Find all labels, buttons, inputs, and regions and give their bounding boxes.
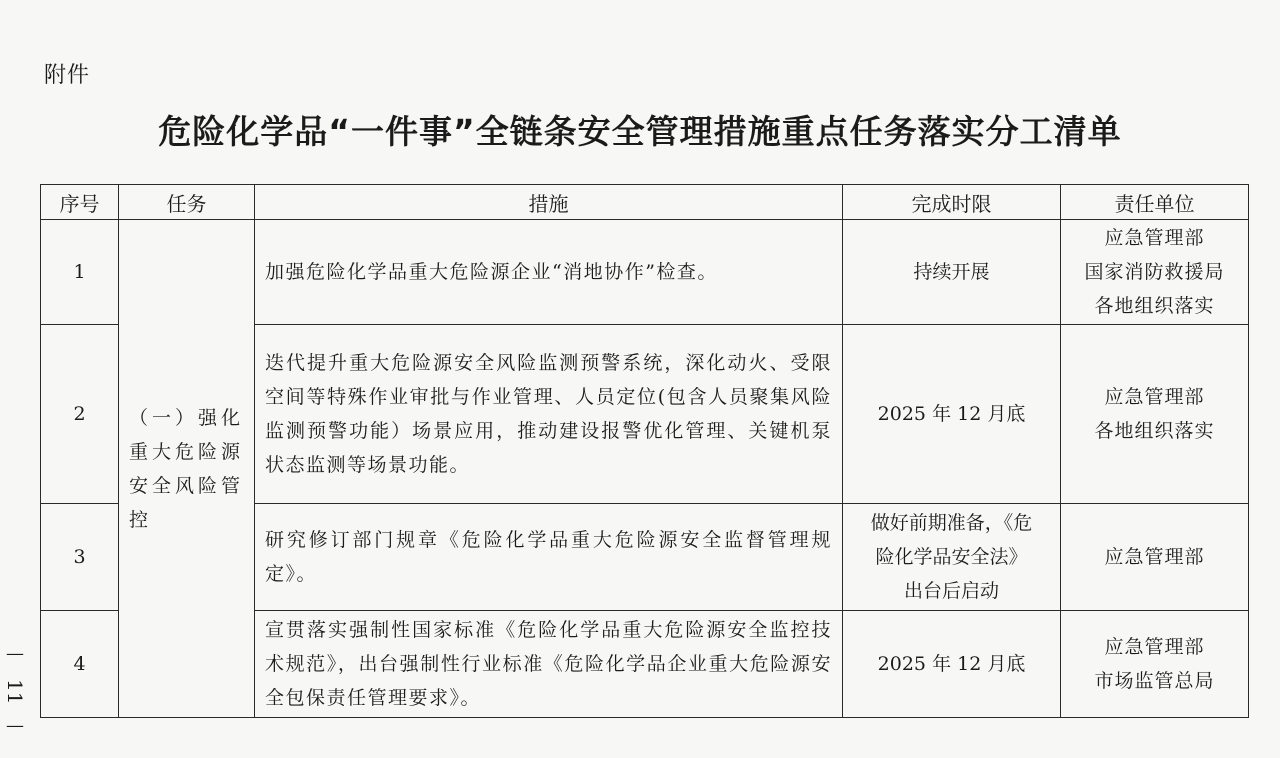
deadline-line: 做好前期准备，《危 (870, 512, 1033, 534)
unit-line: 各地组织落实 (1094, 420, 1215, 442)
page-number-dash: — (6, 715, 24, 736)
page-number (4, 640, 26, 740)
deadline-cell (843, 504, 1061, 611)
unit-line: 应急管理部 (1104, 386, 1205, 408)
deadline-cell: 持续开展 (843, 220, 1061, 325)
column-header-task: 任务 (119, 185, 255, 220)
deadline-cell: 2025 年 12 月底 (843, 325, 1061, 504)
row-number: 1 (41, 220, 119, 325)
page-title: 危险化学品“一件事”全链条安全管理措施重点任务落实分工清单 (158, 112, 1122, 151)
page-number-dash: — (6, 643, 24, 664)
unit-cell (1061, 504, 1249, 611)
measure-cell: 研究修订部门规章《危险化学品重大危险源安全监督管理规定》。 (255, 504, 843, 611)
deadline-line: 险化学品安全法》 (875, 546, 1028, 568)
page-number-value: 11 (3, 679, 27, 705)
task-cell: （一）强化重大危险源安全风险管控 (119, 220, 255, 718)
column-header-deadline: 完成时限 (843, 185, 1061, 220)
unit-line: 应急管理部 (1104, 546, 1205, 568)
row-number: 2 (41, 325, 119, 504)
table-header-row (41, 185, 1249, 220)
deadline-line: 出台后启动 (903, 580, 999, 602)
unit-cell (1061, 611, 1249, 718)
unit-line: 市场监管总局 (1094, 670, 1215, 692)
task-table (40, 184, 1249, 718)
unit-line: 应急管理部 (1104, 636, 1205, 658)
unit-line: 应急管理部 (1104, 227, 1205, 249)
column-header-number: 序号 (41, 185, 119, 220)
table-row (41, 220, 1249, 325)
deadline-cell: 2025 年 12 月底 (843, 611, 1061, 718)
measure-cell: 宣贯落实强制性国家标准《危险化学品重大危险源安全监控技术规范》，出台强制性行业标准《危险化学品企业重大危险源安全包保责任管理要求》。 (255, 611, 843, 718)
row-number: 4 (41, 611, 119, 718)
measure-cell: 迭代提升重大危险源安全风险监测预警系统，深化动火、受限空间等特殊作业审批与作业管理、人员定位(包含人员聚集风险监测预警功能）场景应用，推动建设报警优化管理、关键机泵状态监测等场景功能。 (255, 325, 843, 504)
row-number: 3 (41, 504, 119, 611)
unit-cell (1061, 325, 1249, 504)
attachment-label: 附件 (44, 63, 91, 88)
column-header-unit: 责任单位 (1061, 185, 1249, 220)
unit-line: 国家消防救援局 (1084, 261, 1225, 283)
measure-cell: 加强危险化学品重大危险源企业“消地协作”检查。 (255, 220, 843, 325)
column-header-measure: 措施 (255, 185, 843, 220)
unit-line: 各地组织落实 (1094, 295, 1215, 317)
unit-cell (1061, 220, 1249, 325)
